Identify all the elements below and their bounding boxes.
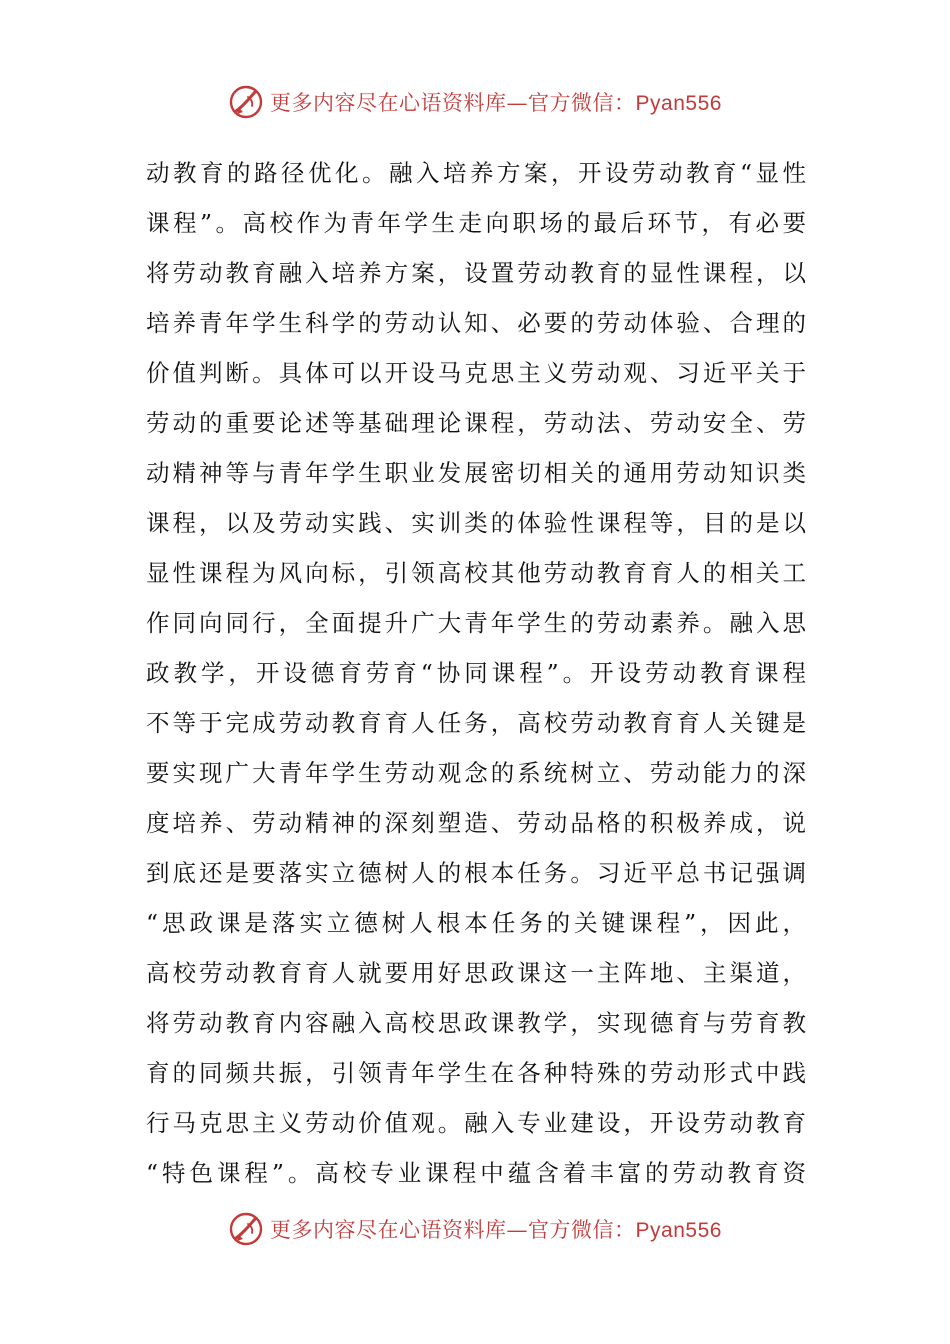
document-body [146, 148, 806, 1198]
header-banner-text [270, 87, 722, 117]
body-line: 培养青年学生科学的劳动认知、必要的劳动体验、合理的 [146, 309, 806, 337]
body-line: 育的同频共振，引领青年学生在各种特殊的劳动形式中践 [146, 1059, 806, 1087]
body-line: 将劳动教育内容融入高校思政课教学，实现德育与劳育教 [146, 1009, 806, 1037]
body-line: 作同向同行，全面提升广大青年学生的劳动素养。融入思 [146, 609, 806, 637]
body-line: 动精神等与青年学生职业发展密切相关的通用劳动知识类 [146, 459, 806, 487]
body-line: “思政课是落实立德树人根本任务的关键课程”，因此， [146, 909, 806, 937]
pen-seal-icon [228, 84, 264, 120]
body-line: 显性课程为风向标，引领高校其他劳动教育育人的相关工 [146, 559, 806, 587]
header-banner [0, 80, 950, 124]
footer-wechat-id: Pyan556 [635, 1219, 722, 1242]
body-line: 行马克思主义劳动价值观。融入专业建设，开设劳动教育 [146, 1109, 806, 1137]
body-line: 到底还是要落实立德树人的根本任务。习近平总书记强调 [146, 859, 806, 887]
footer-promo-text: 更多内容尽在心语资料库—官方微信： [270, 1218, 636, 1242]
header-promo-text: 更多内容尽在心语资料库—官方微信： [270, 91, 636, 115]
body-line: 课程”。高校作为青年学生走向职场的最后环节，有必要 [146, 209, 806, 237]
body-line: 将劳动教育融入培养方案，设置劳动教育的显性课程，以 [146, 259, 806, 287]
body-line: 要实现广大青年学生劳动观念的系统树立、劳动能力的深 [146, 759, 806, 787]
body-line: “特色课程”。高校专业课程中蕴含着丰富的劳动教育资 [146, 1159, 806, 1187]
body-line: 价值判断。具体可以开设马克思主义劳动观、习近平关于 [146, 359, 806, 387]
body-line: 不等于完成劳动教育育人任务，高校劳动教育育人关键是 [146, 709, 806, 737]
body-line: 高校劳动教育育人就要用好思政课这一主阵地、主渠道， [146, 959, 806, 987]
footer-banner [0, 1207, 950, 1251]
body-line: 度培养、劳动精神的深刻塑造、劳动品格的积极养成，说 [146, 809, 806, 837]
body-line: 劳动的重要论述等基础理论课程，劳动法、劳动安全、劳 [146, 409, 806, 437]
body-line: 课程，以及劳动实践、实训类的体验性课程等，目的是以 [146, 509, 806, 537]
pen-seal-icon [228, 1211, 264, 1247]
footer-banner-text [270, 1214, 722, 1244]
header-wechat-id: Pyan556 [635, 92, 722, 115]
body-line: 政教学，开设德育劳育“协同课程”。开设劳动教育课程 [146, 659, 806, 687]
body-line: 动教育的路径优化。融入培养方案，开设劳动教育“显性 [146, 159, 806, 187]
